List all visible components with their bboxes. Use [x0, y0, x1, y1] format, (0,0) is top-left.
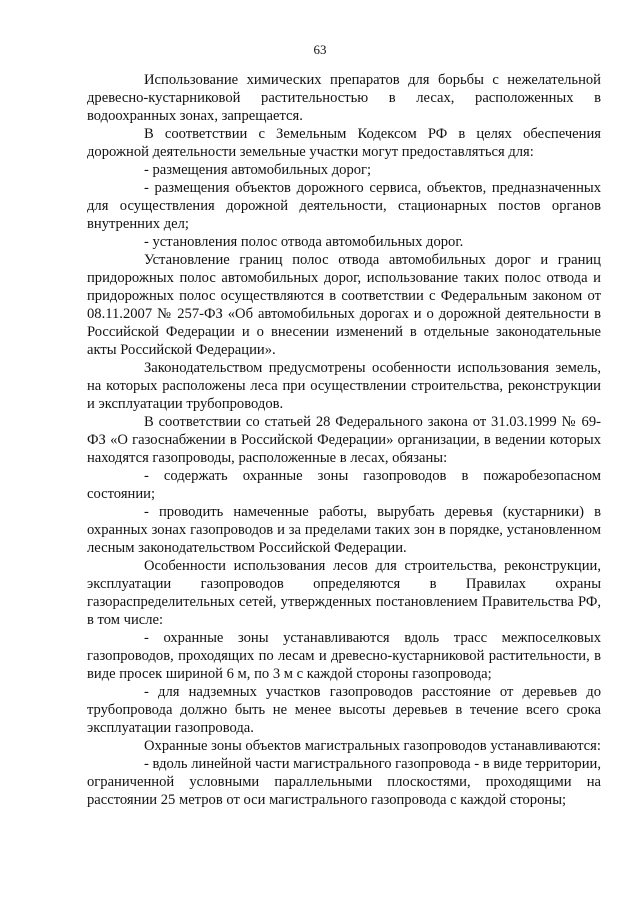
paragraph: Установление границ полос отвода автомобильных дорог и границ придорожных полос автомобильных дорог, использование таких полос отвода и придорожных полос осуществляются в соответствии с Федеральным законом от 08.11.2007 № 257-ФЗ «Об автомобильных дорогах и о дорожной деятельности в Российской Федерации и о внесении изменений в отдельные законодательные акты Российской Федерации».	[87, 252, 601, 358]
list-item: - содержать охранные зоны газопроводов в пожаробезопасном состоянии;	[87, 468, 601, 502]
paragraph: В соответствии с Земельным Кодексом РФ в целях обеспечения дорожной деятельности земельные участки могут предоставляться для:	[87, 126, 601, 160]
list-item: - установления полос отвода автомобильных дорог.	[144, 234, 464, 250]
paragraph: Законодательством предусмотрены особенности использования земель, на которых расположены леса при осуществлении строительства, реконструкции и эксплуатации трубопроводов.	[87, 360, 601, 412]
list-item: - вдоль линейной части магистрального газопровода - в виде территории, ограниченной условными параллельными плоскостями, проходящими на расстоянии 25 метров от оси магистрального газопровода с каждой стороны;	[87, 756, 601, 808]
paragraph: Охранные зоны объектов магистральных газопроводов устанавливаются:	[144, 738, 601, 754]
paragraph: Особенности использования лесов для строительства, реконструкции, эксплуатации газопроводов определяются в Правилах охраны газораспределительных сетей, утвержденных постановлением Правительства РФ, в том числе:	[87, 558, 601, 628]
list-item: - проводить намеченные работы, вырубать деревья (кустарники) в охранных зонах газопроводов и за пределами таких зон в порядке, установленном лесным законодательством Российской Федерации.	[87, 504, 601, 556]
page-number: 63	[313, 42, 327, 57]
list-item: - размещения объектов дорожного сервиса, объектов, предназначенных для осуществления дорожной деятельности, стационарных постов органов внутренних дел;	[87, 180, 601, 232]
list-item: - для надземных участков газопроводов расстояние от деревьев до трубопровода должно быть не менее высоты деревьев в течение всего срока эксплуатации газопровода.	[87, 684, 601, 736]
paragraph: Использование химических препаратов для борьбы с нежелательной древесно-кустарниковой растительностью в лесах, расположенных в водоохранных зонах, запрещается.	[87, 72, 601, 124]
list-item: - размещения автомобильных дорог;	[144, 162, 372, 178]
document-body	[87, 71, 601, 809]
list-item: - охранные зоны устанавливаются вдоль трасс межпоселковых газопроводов, проходящих по лесам и древесно-кустарниковой растительности, в виде просек шириной 6 м, по 3 м с каждой стороны газопровода;	[87, 630, 601, 682]
paragraph: В соответствии со статьей 28 Федерального закона от 31.03.1999 № 69-ФЗ «О газоснабжении в Российской Федерации» организации, в ведении которых находятся газопроводы, расположенные в лесах, обязаны:	[87, 414, 601, 466]
